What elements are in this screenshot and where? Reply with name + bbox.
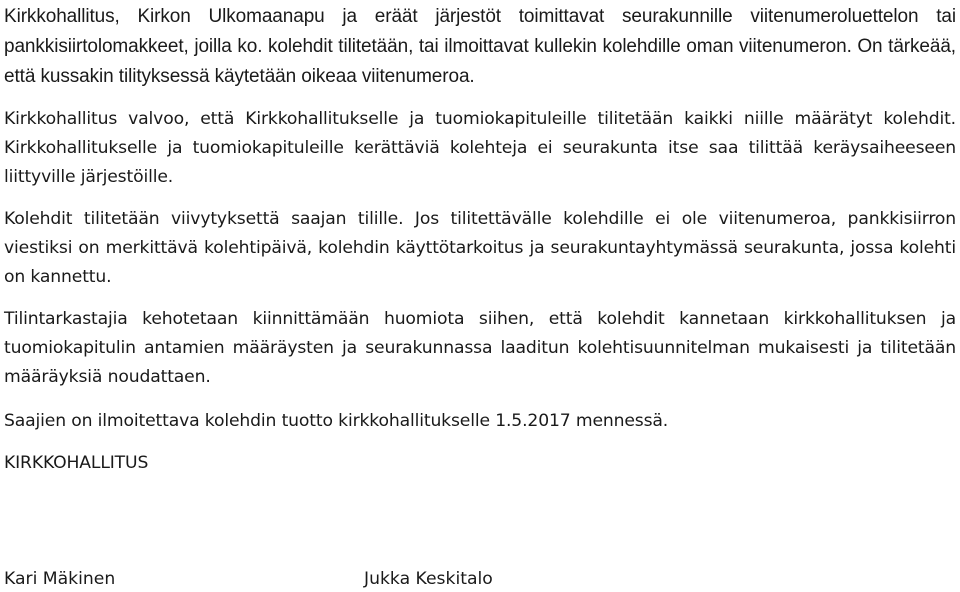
signatures bbox=[4, 566, 604, 592]
signer-name: Kari Mäkinen bbox=[4, 569, 116, 589]
paragraph-payment-instructions: Kolehdit tilitetään viivytyksettä saajan tilille. Jos tilitettävälle kolehdille ei ole viitenumeroa, pankkisiirron viestiksi on merkittävä kolehtipäivä, kolehdin käyttötarkoitus ja seurakuntayhtymässä seurakunta, jossa kolehti on kannettu. bbox=[4, 209, 956, 287]
paragraph-supervision: Kirkkohallitus valvoo, että Kirkkohallitukselle ja tuomiokapituleille tilitetään kaikki niille määrätyt kolehdit. Kirkkohallitukselle ja tuomiokapituleille kerättäviä kolehteja ei seurakunta itse saa tilittää keräysaiheeseen liittyville järjestöille. bbox=[4, 109, 956, 187]
sender-organization: KIRKKOHALLITUS bbox=[4, 453, 149, 473]
paragraph-auditors: Tilintarkastajia kehotetaan kiinnittämään huomiota siihen, että kolehdit kannetaan kirkkohallituksen ja tuomiokapitulin antamien määräysten ja seurakunnassa laaditun kolehtisuunnitelman mukaisesti ja tilitetään määräyksiä noudattaen. bbox=[4, 309, 956, 387]
paragraph-deadline: Saajien on ilmoitettava kolehdin tuotto kirkkohallitukselle 1.5.2017 mennessä. bbox=[4, 411, 669, 431]
document-body bbox=[4, 0, 956, 478]
paragraph-reference-numbers: Kirkkohallitus, Kirkon Ulkomaanapu ja eräät järjestöt toimittavat seurakunnille viitenumeroluettelon tai pankkisiirtolomakkeet, joilla ko. kolehdit tilitetään, tai ilmoittavat kullekin kolehdille oman viitenumeron. On tärkeää, että kussakin tilityksessä käytetään oikeaa viitenumeroa. bbox=[4, 6, 956, 87]
signer-name: Jukka Keskitalo bbox=[364, 569, 493, 589]
